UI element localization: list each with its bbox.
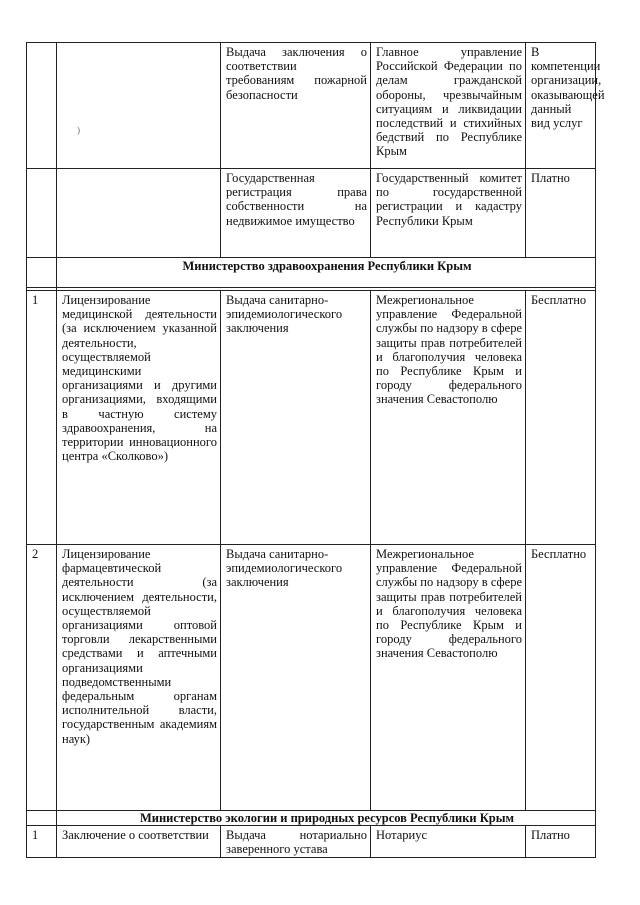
activity-cell: Лицензирование фармацевтической деятельности (за исключением деятельности, осуществляемой организациями оптовой торговли лекарственными средствами и аптечными организациями подведомственными федеральным органам исполнительной власти, государственным академиям наук) — [56, 544, 220, 810]
authority-cell: Межрегиональное управление Федеральной службы по надзору в сфере защиты прав потребителей и благополучия человека по Республике Крым и городу федерального значения Севастополю — [370, 290, 525, 544]
document-cell: Выдача нотариально заверенного устава — [220, 825, 370, 857]
cost-cell: Бесплатно — [525, 290, 596, 544]
row-number-cell: 1 — [26, 825, 56, 857]
row-number-cell — [26, 168, 56, 257]
row-number-cell: 1 — [26, 290, 56, 544]
cost-cell: Платно — [525, 825, 596, 857]
row-number-cell: 2 — [26, 544, 56, 810]
table-bottom-border — [26, 857, 596, 858]
section-title: Министерство экологии и природных ресурсов Республики Крым — [56, 810, 596, 825]
authority-cell: Межрегиональное управление Федеральной службы по надзору в сфере защиты прав потребителей и благополучия человека по Республике Крым и городу федерального значения Севастополю — [370, 544, 525, 810]
section-title: Министерство здравоохранения Республики Крым — [56, 257, 596, 287]
table-row — [26, 290, 596, 544]
table-row — [26, 42, 605, 168]
table-row — [26, 825, 596, 857]
document-cell: Государственная регистрация права собственности на недвижимое имущество — [220, 168, 370, 257]
section-header-row — [26, 810, 596, 825]
cost-cell: Платно — [525, 168, 596, 257]
document-cell: Выдача заключения о соответствии требованиям пожарной безопасности — [220, 42, 370, 168]
services-table — [26, 42, 605, 857]
authority-cell: Главное управление Российской Федерации по делам гражданской обороны, чрезвычайным ситуациям и ликвидации последствий и стихийных бедствий по Республике Крым — [370, 42, 525, 168]
section-blank-cell — [26, 810, 56, 825]
authority-cell: Государственный комитет по государственной регистрации и кадастру Республики Крым — [370, 168, 525, 257]
table-row — [26, 168, 596, 257]
scan-mark: ) — [77, 125, 80, 135]
authority-cell: Нотариус — [370, 825, 525, 857]
row-number-cell — [26, 42, 56, 168]
section-header-row — [26, 257, 596, 287]
section-blank-cell — [26, 257, 56, 287]
activity-cell: Лицензирование медицинской деятельности (за исключением указанной деятельности, осуществляемой медицинскими организациями и другими организациями, входящими в частную систему здравоохранения, на территории инновационного центра «Сколково») — [56, 290, 220, 544]
document-cell: Выдача санитарно-эпидемиологического заключения — [220, 290, 370, 544]
activity-cell — [56, 168, 220, 257]
document-cell: Выдача санитарно-эпидемиологического заключения — [220, 544, 370, 810]
activity-cell: Заключение о соответствии — [56, 825, 220, 857]
activity-cell — [56, 42, 220, 168]
cost-cell: В компетенции организации, оказывающей данный вид услуг — [525, 42, 596, 168]
table-row — [26, 544, 596, 810]
cost-cell: Бесплатно — [525, 544, 596, 810]
